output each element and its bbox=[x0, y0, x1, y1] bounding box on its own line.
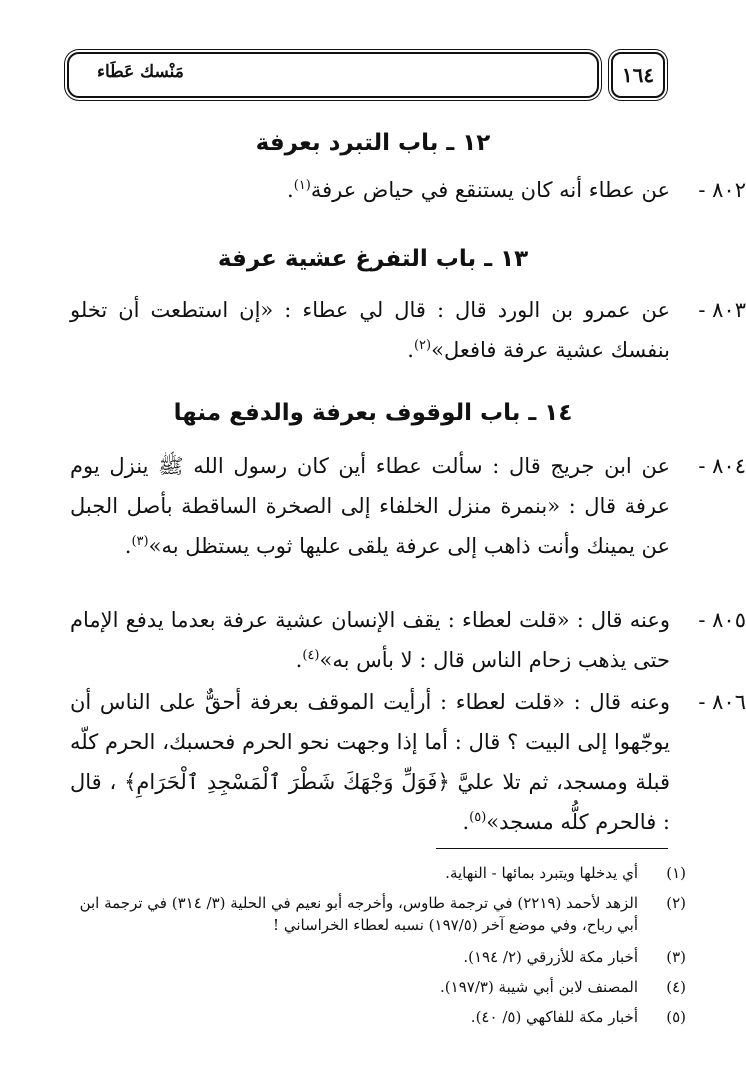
footnote-number: (٣) bbox=[666, 948, 686, 966]
footnote-text: أي يدخلها ويتبرد بمائها - النهاية. bbox=[445, 864, 638, 882]
section-heading: ١٢ ـ باب التبرد بعرفة bbox=[255, 130, 491, 156]
hadith-entry bbox=[70, 682, 746, 842]
footnote-divider bbox=[436, 848, 668, 849]
entry-number: ٨٠٦ - bbox=[698, 690, 746, 714]
entry-end: . bbox=[287, 178, 294, 202]
footnote bbox=[68, 892, 686, 936]
footnote-text: أخبار مكة للفاكهي (٥/ ٤٠). bbox=[470, 1008, 638, 1026]
running-title-frame bbox=[67, 52, 599, 98]
hadith-entry bbox=[70, 600, 746, 680]
section-heading: ١٣ ـ باب التفرغ عشية عرفة bbox=[217, 246, 529, 272]
entry-number: ٨٠٣ - bbox=[698, 298, 746, 322]
footnote-ref: (٤) bbox=[302, 648, 320, 663]
footnote-number: (٢) bbox=[666, 894, 686, 912]
footnote-number: (٤) bbox=[666, 978, 686, 996]
footnote-number: (١) bbox=[666, 864, 686, 882]
footnote-ref: (٣) bbox=[131, 534, 149, 549]
footnote-text: أخبار مكة للأزرقي (٢/ ١٩٤). bbox=[463, 948, 638, 966]
entry-end: . bbox=[407, 338, 414, 362]
page-header bbox=[67, 52, 665, 100]
footnote-ref: (٥) bbox=[469, 810, 487, 825]
entry-number: ٨٠٥ - bbox=[698, 608, 746, 632]
entry-end: . bbox=[462, 810, 470, 834]
footnote-text: المصنف لابن أبي شيبة (١٩٧/٣). bbox=[440, 978, 638, 996]
entry-end: . bbox=[295, 648, 303, 672]
footnote-text: الزهد لأحمد (٢٢١٩) في ترجمة طاوس، وأخرجه أبو نعيم في الحلية (٣/ ٣١٤) في ترجمة ابن أبي رباح، وفي موضع آخر (١٩٧/٥) نسبه لعطاء الخراساني ! bbox=[79, 894, 638, 934]
entry-text: وعنه قال : «قلت لعطاء : أرأيت الموقف بعرفة أحقٌّ على الناس أن يوجّهوا إلى البيت ؟ قال : أما إذا وجهت نحو الحرم فحسبك، الحرم كلّه قبلة ومسجد، ثم تلا عليَّ ﴿فَوَلِّ وَجْهَكَ شَطْرَ ٱلْمَسْجِدِ ٱلْحَرَامِ﴾ ، قال : فالحرم كلُّه مسجد» bbox=[70, 690, 670, 834]
entry-text: عن عطاء أنه كان يستنقع في حياض عرفة bbox=[310, 178, 670, 202]
entry-number: ٨٠٤ - bbox=[698, 454, 746, 478]
entry-text: عن ابن جريج قال : سألت عطاء أين كان رسول الله ﷺ ينزل يوم عرفة قال : «بنمرة منزل الخلفاء إلى الصخرة الساقطة بأصل الجبل عن يمينك وأنت ذاهب إلى عرفة يلقى عليها ثوب يستظل به» bbox=[70, 454, 670, 558]
page-number: ١٦٤ bbox=[611, 52, 665, 98]
footnote-ref: (١) bbox=[293, 178, 311, 193]
footnote bbox=[68, 976, 686, 998]
section-heading: ١٤ ـ باب الوقوف بعرفة والدفع منها bbox=[173, 400, 573, 426]
footnote-number: (٥) bbox=[666, 1008, 686, 1026]
running-title: مَنْسك عَطَاء bbox=[97, 62, 184, 82]
footnote bbox=[68, 862, 686, 884]
entry-number: ٨٠٢ - bbox=[698, 178, 746, 202]
entry-text: عن عمرو بن الورد قال : قال لي عطاء : «إن استطعت أن تخلو بنفسك عشية عرفة فافعل» bbox=[70, 298, 670, 362]
hadith-entry bbox=[70, 170, 746, 210]
footnote bbox=[68, 946, 686, 968]
entry-text: وعنه قال : «قلت لعطاء : يقف الإنسان عشية عرفة بعدما يدفع الإمام حتى يذهب زحام الناس قال : لا بأس به» bbox=[70, 608, 670, 672]
entry-end: . bbox=[124, 534, 132, 558]
hadith-entry bbox=[70, 290, 746, 370]
footnote bbox=[68, 1006, 686, 1028]
hadith-entry bbox=[70, 446, 746, 566]
footnote-ref: (٢) bbox=[413, 338, 432, 353]
